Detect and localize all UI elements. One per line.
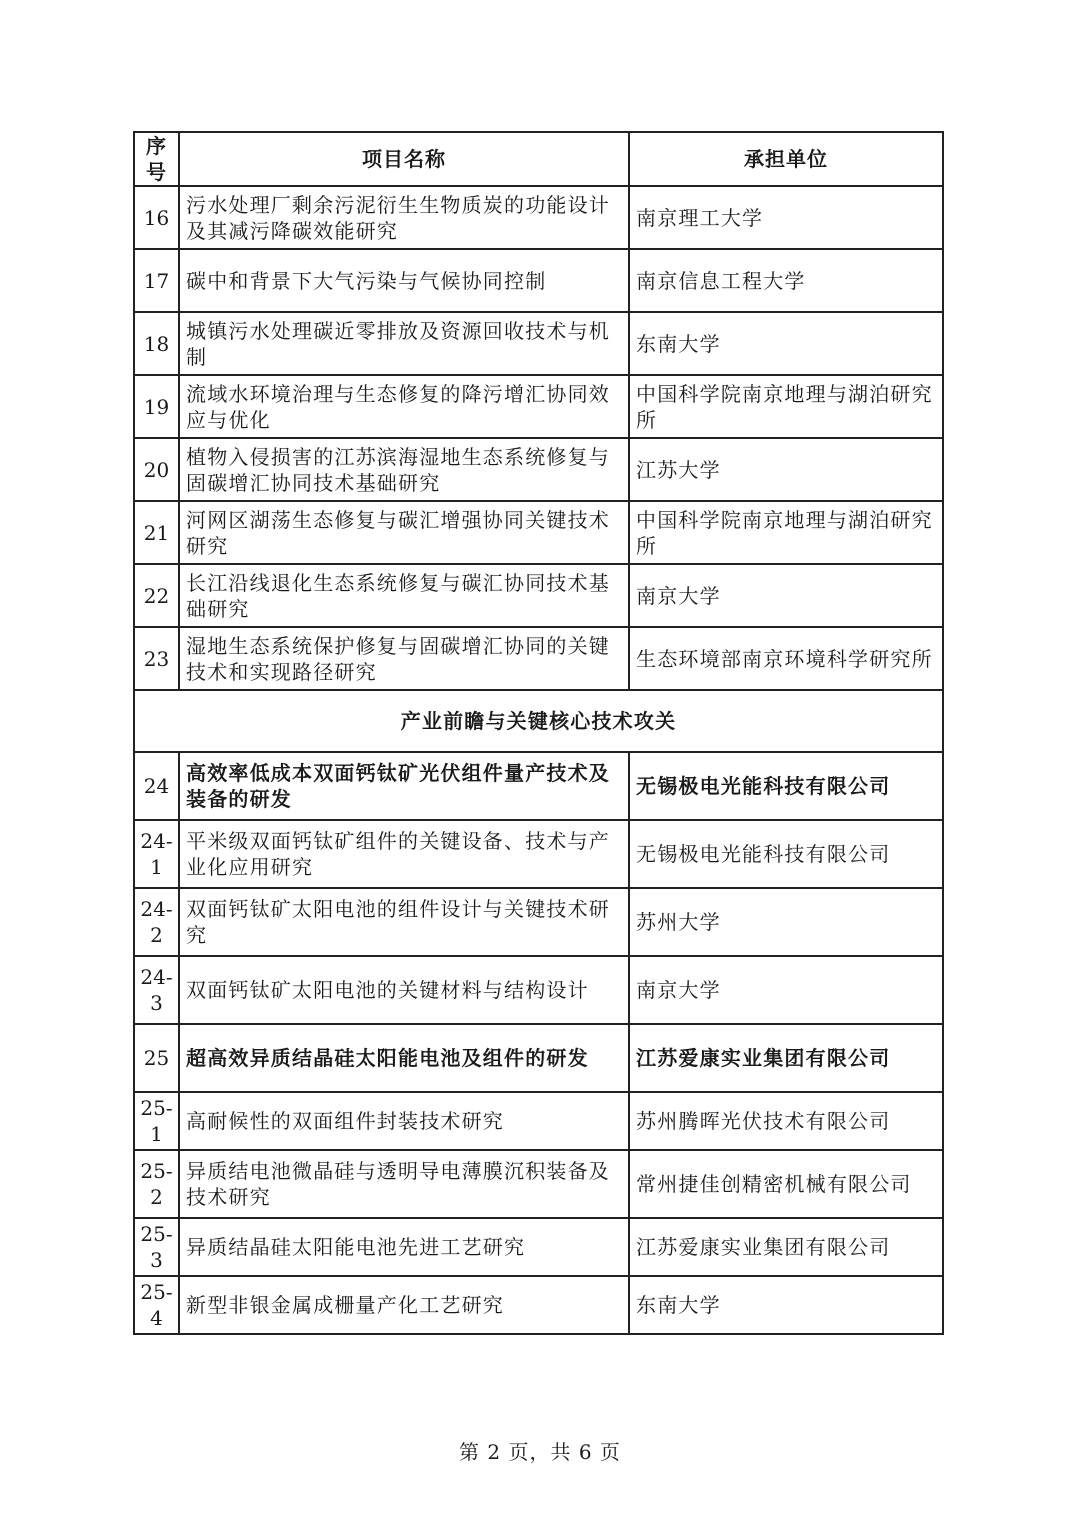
row-unit: 南京大学 <box>629 564 943 627</box>
row-unit: 无锡极电光能科技有限公司 <box>629 820 943 888</box>
project-table <box>133 131 944 1335</box>
row-no: 25-3 <box>134 1218 179 1276</box>
row-project-name: 河网区湖荡生态修复与碳汇增强协同关键技术研究 <box>179 501 629 564</box>
row-no: 25-1 <box>134 1092 179 1150</box>
table-row <box>134 1092 943 1150</box>
header-project-name: 项目名称 <box>179 132 629 186</box>
row-no: 24-1 <box>134 820 179 888</box>
row-unit: 南京信息工程大学 <box>629 249 943 312</box>
row-project-name: 长江沿线退化生态系统修复与碳汇协同技术基础研究 <box>179 564 629 627</box>
table-row <box>134 1150 943 1218</box>
row-no: 25-2 <box>134 1150 179 1218</box>
row-no: 17 <box>134 249 179 312</box>
row-project-name: 湿地生态系统保护修复与固碳增汇协同的关键技术和实现路径研究 <box>179 627 629 690</box>
row-no: 24 <box>134 752 179 820</box>
row-unit: 中国科学院南京地理与湖泊研究所 <box>629 375 943 438</box>
row-no: 22 <box>134 564 179 627</box>
table-row <box>134 752 943 820</box>
row-project-name: 植物入侵损害的江苏滨海湿地生态系统修复与固碳增汇协同技术基础研究 <box>179 438 629 501</box>
row-no: 20 <box>134 438 179 501</box>
row-unit: 东南大学 <box>629 312 943 375</box>
row-no: 24-2 <box>134 888 179 956</box>
table-row <box>134 186 943 249</box>
row-project-name: 新型非银金属成栅量产化工艺研究 <box>179 1276 629 1334</box>
row-unit: 中国科学院南京地理与湖泊研究所 <box>629 501 943 564</box>
row-project-name: 高效率低成本双面钙钛矿光伏组件量产技术及装备的研发 <box>179 752 629 820</box>
row-project-name: 超高效异质结晶硅太阳能电池及组件的研发 <box>179 1024 629 1092</box>
row-project-name: 平米级双面钙钛矿组件的关键设备、技术与产业化应用研究 <box>179 820 629 888</box>
row-unit: 江苏爱康实业集团有限公司 <box>629 1024 943 1092</box>
row-unit: 苏州腾晖光伏技术有限公司 <box>629 1092 943 1150</box>
row-project-name: 城镇污水处理碳近零排放及资源回收技术与机制 <box>179 312 629 375</box>
row-project-name: 异质结晶硅太阳能电池先进工艺研究 <box>179 1218 629 1276</box>
table-row <box>134 564 943 627</box>
row-project-name: 污水处理厂剩余污泥衍生生物质炭的功能设计及其减污降碳效能研究 <box>179 186 629 249</box>
row-unit: 苏州大学 <box>629 888 943 956</box>
row-unit: 江苏爱康实业集团有限公司 <box>629 1218 943 1276</box>
table-row <box>134 888 943 956</box>
table-row <box>134 501 943 564</box>
table-row <box>134 820 943 888</box>
row-unit: 南京大学 <box>629 956 943 1024</box>
row-no: 25 <box>134 1024 179 1092</box>
row-unit: 南京理工大学 <box>629 186 943 249</box>
row-project-name: 碳中和背景下大气污染与气候协同控制 <box>179 249 629 312</box>
table-row <box>134 956 943 1024</box>
section-title: 产业前瞻与关键核心技术攻关 <box>134 690 943 752</box>
table-row <box>134 375 943 438</box>
header-no: 序号 <box>134 132 179 186</box>
row-unit: 生态环境部南京环境科学研究所 <box>629 627 943 690</box>
row-unit: 无锡极电光能科技有限公司 <box>629 752 943 820</box>
table-row <box>134 1276 943 1334</box>
row-project-name: 高耐候性的双面组件封装技术研究 <box>179 1092 629 1150</box>
table-header-row <box>134 132 943 186</box>
row-project-name: 双面钙钛矿太阳电池的组件设计与关键技术研究 <box>179 888 629 956</box>
table-row <box>134 312 943 375</box>
header-unit: 承担单位 <box>629 132 943 186</box>
table-row <box>134 249 943 312</box>
row-no: 18 <box>134 312 179 375</box>
row-no: 25-4 <box>134 1276 179 1334</box>
table-row <box>134 627 943 690</box>
section-row <box>134 690 943 752</box>
row-no: 23 <box>134 627 179 690</box>
row-project-name: 流域水环境治理与生态修复的降污增汇协同效应与优化 <box>179 375 629 438</box>
row-no: 24-3 <box>134 956 179 1024</box>
row-unit: 江苏大学 <box>629 438 943 501</box>
row-no: 19 <box>134 375 179 438</box>
row-project-name: 异质结电池微晶硅与透明导电薄膜沉积装备及技术研究 <box>179 1150 629 1218</box>
row-project-name: 双面钙钛矿太阳电池的关键材料与结构设计 <box>179 956 629 1024</box>
row-no: 16 <box>134 186 179 249</box>
table-row <box>134 438 943 501</box>
row-unit: 常州捷佳创精密机械有限公司 <box>629 1150 943 1218</box>
page-number-footer: 第 2 页，共 6 页 <box>459 1440 621 1464</box>
row-no: 21 <box>134 501 179 564</box>
table-row <box>134 1218 943 1276</box>
row-unit: 东南大学 <box>629 1276 943 1334</box>
table-row <box>134 1024 943 1092</box>
